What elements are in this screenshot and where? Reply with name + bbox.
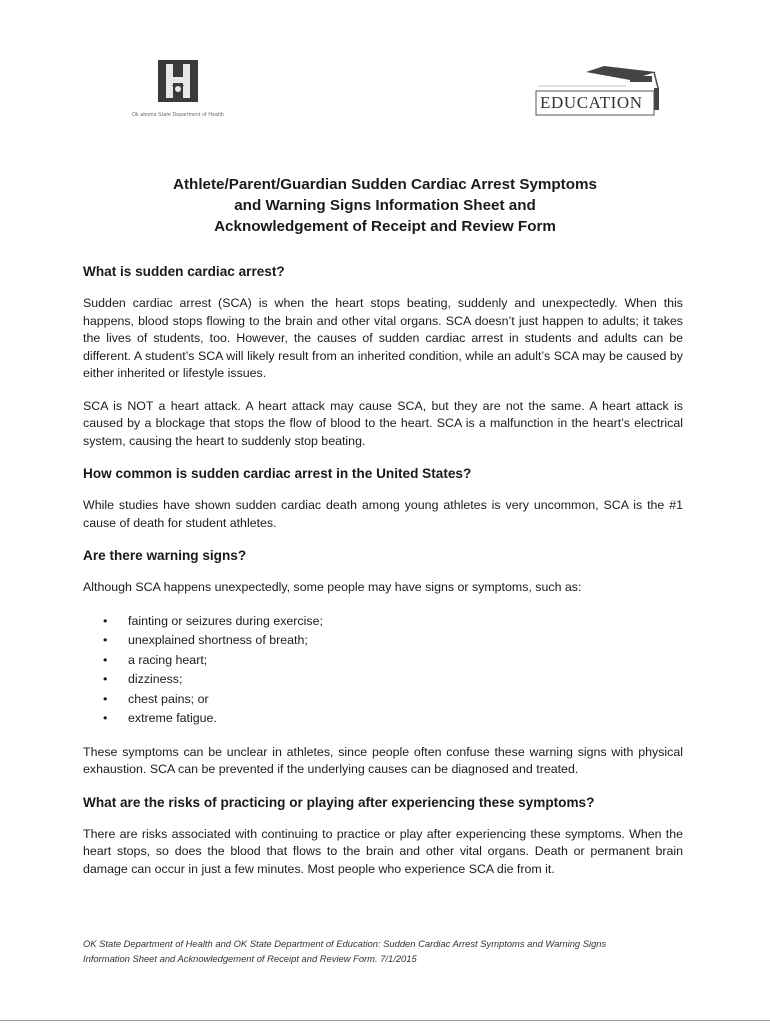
education-logo bbox=[534, 58, 664, 124]
paragraph-risks: There are risks associated with continuing to practice or play after experiencing these symptoms. When the heart stops, so does the blood that flows to the brain and other vital organs. Death or permanent brain damage can occur in just a few minutes. Most people who experience SCA die from it. bbox=[83, 826, 683, 876]
heading-risks: What are the risks of practicing or playing after experiencing these symptoms? bbox=[83, 794, 595, 810]
footer-citation bbox=[83, 936, 683, 966]
title-line-3: Acknowledgement of Receipt and Review Form bbox=[214, 218, 556, 235]
heading-how-common: How common is sudden cardiac arrest in the United States? bbox=[83, 466, 472, 481]
symptom-list bbox=[83, 612, 683, 729]
paragraph-warning-intro: Although SCA happens unexpectedly, some people may have signs or symptoms, such as: bbox=[83, 580, 582, 594]
form-title bbox=[100, 174, 670, 237]
health-h-logo-icon bbox=[156, 58, 200, 104]
footer-line-1: OK State Department of Health and OK State Department of Education: Sudden Cardiac Arrest Symptoms and Warning Signs bbox=[83, 938, 607, 949]
footer-line-2: Information Sheet and Acknowledgement of Receipt and Review Form. 7/1/2015 bbox=[83, 953, 417, 964]
health-logo-caption: Ok ahoma State Department of Health bbox=[131, 112, 225, 118]
list-item: • chest pains; or bbox=[128, 690, 683, 710]
list-item: • dizziness; bbox=[128, 670, 683, 690]
title-line-2: and Warning Signs Information Sheet and bbox=[234, 197, 536, 214]
graduation-cap-icon bbox=[534, 58, 664, 124]
health-department-logo bbox=[108, 58, 248, 118]
paragraph-sca-definition: Sudden cardiac arrest (SCA) is when the heart stops beating, suddenly and unexpectedly. When this happens, blood stops flowing to the brain and other vital organs. SCA doesn’t just happen to adults; it takes the lives of students, too. However, the causes of sudden cardiac arrest in students and adults can be different. A student’s SCA will likely result from an inherited condition, while an adult’s SCA may be caused by either inherited or lifestyle issues. bbox=[83, 296, 683, 380]
list-item: • unexplained shortness of breath; bbox=[128, 631, 683, 651]
title-line-1: Athlete/Parent/Guardian Sudden Cardiac Arrest Symptoms bbox=[173, 176, 597, 193]
list-item: • extreme fatigue. bbox=[128, 709, 683, 729]
education-wordmark: EDUCATION bbox=[540, 93, 643, 112]
list-item: • fainting or seizures during exercise; bbox=[128, 612, 683, 632]
list-item: • a racing heart; bbox=[128, 651, 683, 671]
document-body bbox=[83, 263, 683, 893]
bottom-divider bbox=[0, 1020, 770, 1021]
paragraph-sca-vs-heart-attack: SCA is NOT a heart attack. A heart attack may cause SCA, but they are not the same. A heart attack is caused by a blockage that stops the flow of blood to the heart. SCA is a malfunction in the heart’s electrical system, causing the heart to suddenly stop beating. bbox=[83, 398, 683, 448]
paragraph-symptoms-unclear: These symptoms can be unclear in athletes, since people often confuse these warning signs with physical exhaustion. SCA can be prevented if the underlying causes can be diagnosed and treated. bbox=[83, 744, 683, 776]
paragraph-how-common: While studies have shown sudden cardiac death among young athletes is very uncommon, SCA is the #1 cause of death for student athletes. bbox=[83, 498, 683, 530]
heading-warning-signs: Are there warning signs? bbox=[83, 548, 247, 563]
heading-what-is-sca: What is sudden cardiac arrest? bbox=[83, 264, 285, 279]
